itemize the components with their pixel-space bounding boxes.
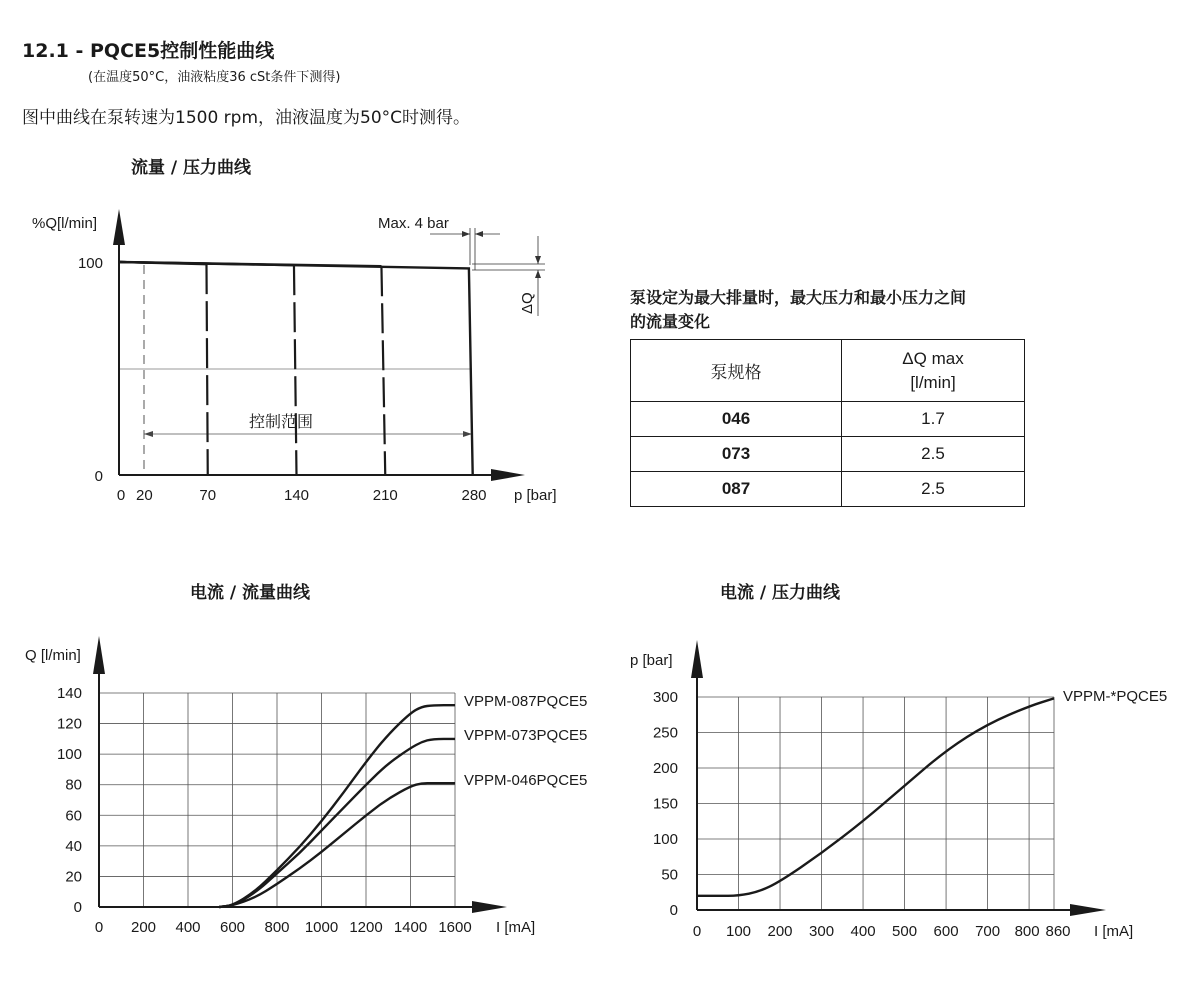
chart2-title: 电流 / 流量曲线 bbox=[190, 583, 311, 603]
x-tick-label: 600 bbox=[933, 923, 959, 940]
y-tick-label: 150 bbox=[652, 795, 678, 813]
dim-arrow bbox=[475, 231, 483, 237]
max-bar-label: Max. 4 bar bbox=[378, 215, 449, 232]
measurement-note: (在温度50°C，油液粘度36 cSt条件下测得) bbox=[88, 70, 341, 85]
x-tick-label: 200 bbox=[767, 923, 793, 940]
series-label: VPPM-073PQCE5 bbox=[464, 727, 588, 744]
current-pressure-chart bbox=[630, 640, 1167, 940]
y-axis-arrow bbox=[113, 209, 125, 245]
x-tick-label: 800 bbox=[264, 919, 290, 936]
y-tick-label: 80 bbox=[65, 776, 82, 794]
x-tick-label: 200 bbox=[130, 919, 157, 936]
x-tick-label: 70 bbox=[199, 487, 217, 504]
y-tick-label: 120 bbox=[56, 715, 82, 733]
flow-pressure-chart bbox=[32, 209, 557, 504]
x-tick-label: 140 bbox=[283, 487, 310, 504]
x-axis-arrow bbox=[491, 469, 525, 481]
dq-size-cell: 073 bbox=[631, 437, 842, 472]
x-tick-label: 1400 bbox=[393, 919, 428, 936]
y-tick-label: 0 bbox=[73, 899, 82, 916]
y-tick-label: 0 bbox=[94, 468, 103, 485]
y-axis-arrow bbox=[93, 636, 105, 674]
dim-arrow bbox=[462, 231, 470, 237]
series-label: VPPM-*PQCE5 bbox=[1063, 688, 1168, 705]
chart3-ylabel: p [bar] bbox=[630, 652, 673, 669]
dq-value-cell: 2.5 bbox=[842, 437, 1025, 472]
series-line-1 bbox=[219, 739, 455, 907]
x-tick-label: 400 bbox=[850, 923, 876, 940]
page-title: 12.1 - PQCE5控制性能曲线 bbox=[22, 40, 275, 62]
x-tick-label: 0 bbox=[116, 487, 126, 504]
dim-arrow bbox=[463, 431, 472, 437]
dq-header-size: 泵规格 bbox=[631, 340, 842, 402]
y-tick-label: 300 bbox=[652, 689, 678, 706]
dq-value-cell: 1.7 bbox=[842, 402, 1025, 437]
x-tick-label: 1600 bbox=[438, 919, 472, 936]
x-axis-arrow bbox=[1070, 904, 1106, 916]
y-tick-label: 100 bbox=[652, 831, 678, 848]
dim-arrow bbox=[535, 256, 541, 264]
y-tick-label: 60 bbox=[65, 807, 82, 825]
chart1-ylabel: %Q[l/min] bbox=[32, 215, 98, 232]
x-tick-label: 860 bbox=[1045, 923, 1071, 940]
y-tick-label: 50 bbox=[661, 866, 678, 884]
series-label: VPPM-087PQCE5 bbox=[464, 693, 588, 710]
y-tick-label: 200 bbox=[652, 760, 678, 777]
x-tick-label: 300 bbox=[809, 923, 835, 940]
series-line-0 bbox=[697, 698, 1054, 895]
y-tick-label: 20 bbox=[65, 868, 82, 886]
x-tick-label: 1000 bbox=[304, 919, 339, 936]
chart1-title: 流量 / 压力曲线 bbox=[131, 158, 252, 178]
y-tick-label: 100 bbox=[56, 746, 82, 764]
chart1-xlabel: p [bar] bbox=[514, 487, 557, 504]
current-flow-chart bbox=[25, 636, 587, 936]
chart2-ylabel: Q [l/min] bbox=[25, 647, 81, 664]
x-tick-label: 210 bbox=[372, 487, 398, 504]
y-tick-label: 0 bbox=[669, 902, 678, 919]
dq-header-dq-line1: ΔQ max bbox=[902, 348, 964, 368]
y-tick-label: 100 bbox=[77, 255, 103, 272]
series-line-2-drop bbox=[294, 265, 297, 475]
delta-q-label: ΔQ bbox=[519, 292, 536, 314]
series-label: VPPM-046PQCE5 bbox=[464, 772, 588, 789]
dq-size-cell: 046 bbox=[631, 402, 842, 437]
dq-header-dq-line2: [l/min] bbox=[910, 372, 956, 392]
chart3-xlabel: I [mA] bbox=[1094, 923, 1134, 940]
y-tick-label: 140 bbox=[56, 685, 82, 702]
x-tick-label: 600 bbox=[219, 919, 246, 936]
control-range-label: 控制范围 bbox=[249, 414, 314, 431]
x-tick-label: 20 bbox=[136, 487, 153, 504]
x-tick-label: 700 bbox=[975, 923, 1001, 940]
series-line-3-drop bbox=[381, 266, 385, 475]
y-tick-label: 250 bbox=[652, 724, 678, 742]
chart3-title: 电流 / 压力曲线 bbox=[720, 583, 841, 603]
series-line-1-drop bbox=[206, 264, 207, 475]
x-tick-label: 280 bbox=[461, 487, 487, 504]
x-tick-label: 0 bbox=[94, 919, 104, 936]
dq-size-cell: 087 bbox=[631, 472, 842, 507]
intro-text: 图中曲线在泵转速为1500 rpm，油液温度为50°C时测得。 bbox=[22, 108, 471, 128]
dim-arrow bbox=[535, 270, 541, 278]
y-tick-label: 40 bbox=[65, 837, 82, 855]
x-tick-label: 100 bbox=[725, 923, 752, 940]
x-tick-label: 400 bbox=[175, 919, 201, 936]
x-tick-label: 0 bbox=[692, 923, 702, 940]
dq-value-cell: 2.5 bbox=[842, 472, 1025, 507]
dq-caption-line1: 泵设定为最大排量时，最大压力和最小压力之间 bbox=[630, 288, 967, 307]
dim-arrow bbox=[144, 431, 153, 437]
x-axis-arrow bbox=[472, 901, 507, 913]
x-tick-label: 500 bbox=[892, 923, 918, 940]
y-axis-arrow bbox=[691, 640, 703, 678]
x-tick-label: 800 bbox=[1014, 923, 1040, 940]
dq-caption-line2: 的流量变化 bbox=[630, 312, 711, 331]
chart2-xlabel: I [mA] bbox=[496, 919, 536, 936]
x-tick-label: 1200 bbox=[349, 919, 383, 936]
